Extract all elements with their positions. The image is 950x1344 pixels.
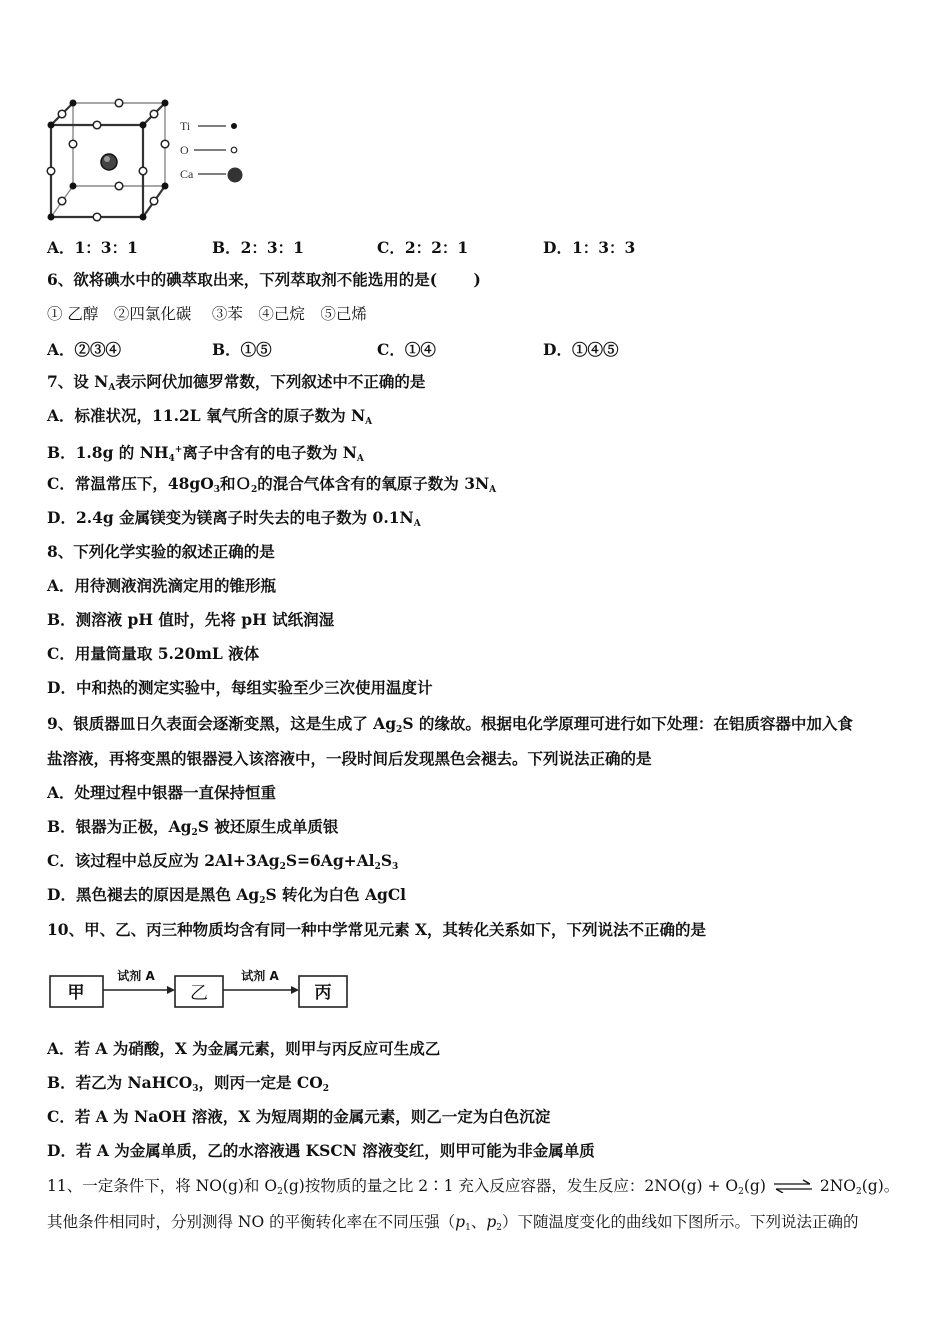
- q9-option-b: B．银器为正极，$Ag_2S$ 被还原生成单质银: [47, 817, 339, 838]
- q9-option-c: C．该过程中总反应为 $2Al+3Ag_2S=6Ag+Al_2S_3$: [47, 851, 399, 872]
- q7-option-b: B．1.8g 的 $NH_4^+$离子中含有的电子数为 $N_A$: [47, 443, 364, 464]
- diagram-box-yi: 乙: [190, 983, 208, 1004]
- q8-option-c: C．用量筒量取 5.20mL 液体: [47, 644, 260, 663]
- q11-stem-line-1: 11、一定条件下，将 NO(g)和 $O_2(g)$按物质的量之比 2∶1 充入反应容器，发生反应：$2NO(g) + O_2(g)$ $2NO_2(g)$。: [47, 1177, 900, 1197]
- diagram-box-jia: 甲: [67, 983, 85, 1003]
- legend-ca-label: Ca: [180, 167, 194, 181]
- legend-o-dot: [231, 147, 237, 153]
- legend-ca-dot: [228, 168, 243, 183]
- crystal-structure-figure: [42, 96, 247, 226]
- legend-ti-dot: [231, 123, 237, 129]
- q10-stem: 10、甲、乙、丙三种物质均含有同一种中学常见元素 X，其转化关系如下，下列说法不正确的是: [47, 920, 706, 939]
- q6-stem: 6、欲将碘水中的碘萃取出来，下列萃取剂不能选用的是( ): [47, 270, 481, 289]
- q5-option-d: D．1：3：3: [543, 238, 636, 257]
- q6-option-a: A．②③④: [47, 340, 122, 359]
- q9-option-a: A．处理过程中银器一直保持恒重: [47, 783, 277, 802]
- q10-option-c: C．若 A 为 NaOH 溶液，X 为短周期的金属元素，则乙一定为白色沉淀: [47, 1107, 551, 1126]
- q6-choices: ① 乙醇 ②四氯化碳 ③苯 ④己烷 ⑤己烯: [47, 305, 367, 323]
- q6-option-c: C．①④: [377, 340, 436, 359]
- q9-stem-line-1: 9、银质器皿日久表面会逐渐变黑，这是生成了 $Ag_2S$ 的缘故。根据电化学原理可进行如下处理：在铝质容器中加入食: [47, 714, 853, 735]
- equilibrium-arrow-icon: [772, 1179, 814, 1193]
- q10-option-b: B．若乙为 NaHCO$_3$，则丙一定是 $CO_2$: [47, 1073, 329, 1094]
- q8-stem: 8、下列化学实验的叙述正确的是: [47, 542, 275, 561]
- q7-option-d: D．2.4g 金属镁变为镁离子时失去的电子数为 $0.1N_A$: [47, 508, 421, 529]
- q10-option-a: A．若 A 为硝酸，X 为金属元素，则甲与丙反应可生成乙: [47, 1039, 441, 1058]
- diagram-arrow-1: [103, 986, 175, 994]
- q10-transformation-diagram: [44, 964, 354, 1010]
- diagram-arrow-1-label: 试剂 A: [117, 969, 155, 983]
- q10-option-d: D．若 A 为金属单质，乙的水溶液遇 KSCN 溶液变红，则甲可能为非金属单质: [47, 1141, 595, 1160]
- q9-stem-line-2: 盐溶液，再将变黑的银器浸入该溶液中，一段时间后发现黑色会褪去。下列说法正确的是: [47, 749, 652, 768]
- q7-option-c: C．常温常压下，$48gO_3$和Ｏ$_2$的混合气体含有的氧原子数为 $3N_A$: [47, 474, 497, 495]
- q11-stem-line-2: 其他条件相同时，分别测得 NO 的平衡转化率在不同压强（$p_1$、$p_2$）下随温度变化的曲线如下图所示。下列说法正确的: [47, 1213, 859, 1233]
- q5-option-b: B．2：3：1: [212, 238, 304, 257]
- q8-option-d: D．中和热的测定实验中，每组实验至少三次使用温度计: [47, 678, 433, 697]
- q6-option-d: D．①④⑤: [543, 340, 619, 359]
- q5-option-a: A．1：3：1: [47, 238, 138, 257]
- diagram-box-bing: 丙: [314, 983, 332, 1003]
- q6-option-b: B．①⑤: [212, 340, 272, 359]
- q9-option-d: D．黑色褪去的原因是黑色 $Ag_2S$ 转化为白色 AgCl: [47, 885, 407, 906]
- legend-o-label: O: [180, 143, 189, 157]
- diagram-arrow-2-label: 试剂 A: [241, 969, 279, 983]
- diagram-arrow-2: [223, 986, 299, 994]
- q8-option-b: B．测溶液 pH 值时，先将 pH 试纸润湿: [47, 610, 335, 629]
- q5-option-c: C．2：2：1: [377, 238, 469, 257]
- q8-option-a: A．用待测液润洗滴定用的锥形瓶: [47, 576, 277, 595]
- q7-stem: 7、设 $N_A$表示阿伏加德罗常数，下列叙述中不正确的是: [47, 372, 426, 393]
- q7-option-a: A．标准状况，11.2L 氧气所含的原子数为 $N_A$: [47, 406, 373, 427]
- legend-ti-label: Ti: [180, 119, 191, 133]
